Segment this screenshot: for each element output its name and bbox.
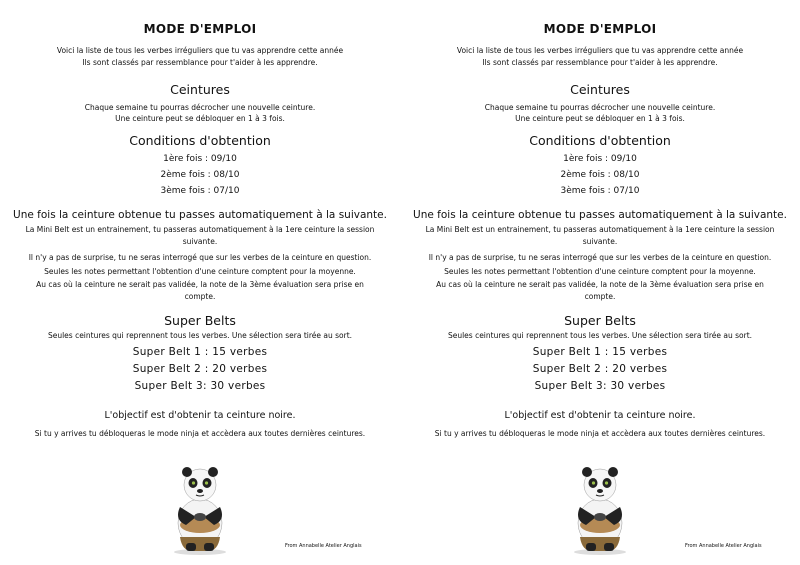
auto-pass-text: Une fois la ceinture obtenue tu passes automatiquement à la suivante. bbox=[13, 209, 387, 221]
panda-illustration bbox=[570, 465, 630, 555]
instruction-sheet bbox=[400, 0, 800, 565]
condition-2: 2ème fois : 08/10 bbox=[160, 170, 240, 180]
condition-1: 1ère fois : 09/10 bbox=[563, 154, 637, 164]
intro-line-2: Ils sont classés par ressemblance pour t'aider à les apprendre. bbox=[482, 58, 718, 67]
conditions-heading: Conditions d'obtention bbox=[529, 133, 671, 148]
superbelt-1: Super Belt 1 : 15 verbes bbox=[532, 346, 668, 358]
ninja-text: Si tu y arrives tu débloqueras le mode ninja et accèdera aux toutes dernières ceintures. bbox=[34, 429, 366, 438]
grades-text: Seules les notes permettant l'obtention d'une ceinture comptent pour la moyenne. bbox=[444, 267, 756, 276]
superbelts-heading: Super Belts bbox=[164, 313, 236, 328]
mini-belt-text: La Mini Belt est un entrainement, tu passeras automatiquement à la 1ere ceinture la session suivante. bbox=[25, 225, 375, 246]
panda-illustration bbox=[170, 465, 230, 555]
ceintures-line-2: Une ceinture peut se débloquer en 1 à 3 fois. bbox=[515, 114, 685, 123]
objective-text: L'objectif est d'obtenir ta ceinture noire. bbox=[104, 410, 296, 421]
sheet-title: MODE D'EMPLOI bbox=[543, 22, 657, 36]
objective-text: L'objectif est d'obtenir ta ceinture noire. bbox=[504, 410, 696, 421]
ceintures-line-1: Chaque semaine tu pourras décrocher une nouvelle ceinture. bbox=[484, 103, 716, 112]
superbelt-3: Super Belt 3: 30 verbes bbox=[134, 380, 266, 392]
ninja-text: Si tu y arrives tu débloqueras le mode ninja et accèdera aux toutes dernières ceintures. bbox=[434, 429, 766, 438]
ceintures-heading: Ceintures bbox=[570, 82, 630, 97]
no-surprise-text: Il n'y a pas de surprise, tu ne seras interrogé que sur les verbes de la ceinture en question. bbox=[28, 253, 372, 262]
mini-belt-text: La Mini Belt est un entrainement, tu passeras automatiquement à la 1ere ceinture la session suivante. bbox=[425, 225, 775, 246]
condition-3: 3ème fois : 07/10 bbox=[160, 186, 240, 196]
grades-text: Seules les notes permettant l'obtention d'une ceinture comptent pour la moyenne. bbox=[44, 267, 356, 276]
superbelts-heading: Super Belts bbox=[564, 313, 636, 328]
ceintures-line-2: Une ceinture peut se débloquer en 1 à 3 fois. bbox=[115, 114, 285, 123]
intro-line-1: Voici la liste de tous les verbes irréguliers que tu vas apprendre cette année bbox=[56, 46, 344, 55]
superbelt-3: Super Belt 3: 30 verbes bbox=[534, 380, 666, 392]
ceintures-line-1: Chaque semaine tu pourras décrocher une nouvelle ceinture. bbox=[84, 103, 316, 112]
no-surprise-text: Il n'y a pas de surprise, tu ne seras interrogé que sur les verbes de la ceinture en question. bbox=[428, 253, 772, 262]
intro-line-1: Voici la liste de tous les verbes irréguliers que tu vas apprendre cette année bbox=[456, 46, 744, 55]
credit-text: From Annabelle Atelier Anglais bbox=[685, 543, 762, 549]
intro-line-2: Ils sont classés par ressemblance pour t'aider à les apprendre. bbox=[82, 58, 318, 67]
condition-2: 2ème fois : 08/10 bbox=[560, 170, 640, 180]
credit-text: From Annabelle Atelier Anglais bbox=[285, 543, 362, 549]
not-validated-text: Au cas où la ceinture ne serait pas validée, la note de la 3ème évaluation sera prise en compte. bbox=[36, 280, 364, 301]
sheet-title: MODE D'EMPLOI bbox=[143, 22, 257, 36]
condition-1: 1ère fois : 09/10 bbox=[163, 154, 237, 164]
auto-pass-text: Une fois la ceinture obtenue tu passes automatiquement à la suivante. bbox=[413, 209, 787, 221]
not-validated-text: Au cas où la ceinture ne serait pas validée, la note de la 3ème évaluation sera prise en compte. bbox=[436, 280, 764, 301]
superbelt-2: Super Belt 2 : 20 verbes bbox=[132, 363, 268, 375]
superbelts-text: Seules ceintures qui reprennent tous les verbes. Une sélection sera tirée au sort. bbox=[47, 331, 353, 340]
superbelt-1: Super Belt 1 : 15 verbes bbox=[132, 346, 268, 358]
superbelt-2: Super Belt 2 : 20 verbes bbox=[532, 363, 668, 375]
ceintures-heading: Ceintures bbox=[170, 82, 230, 97]
superbelts-text: Seules ceintures qui reprennent tous les verbes. Une sélection sera tirée au sort. bbox=[447, 331, 753, 340]
conditions-heading: Conditions d'obtention bbox=[129, 133, 271, 148]
condition-3: 3ème fois : 07/10 bbox=[560, 186, 640, 196]
